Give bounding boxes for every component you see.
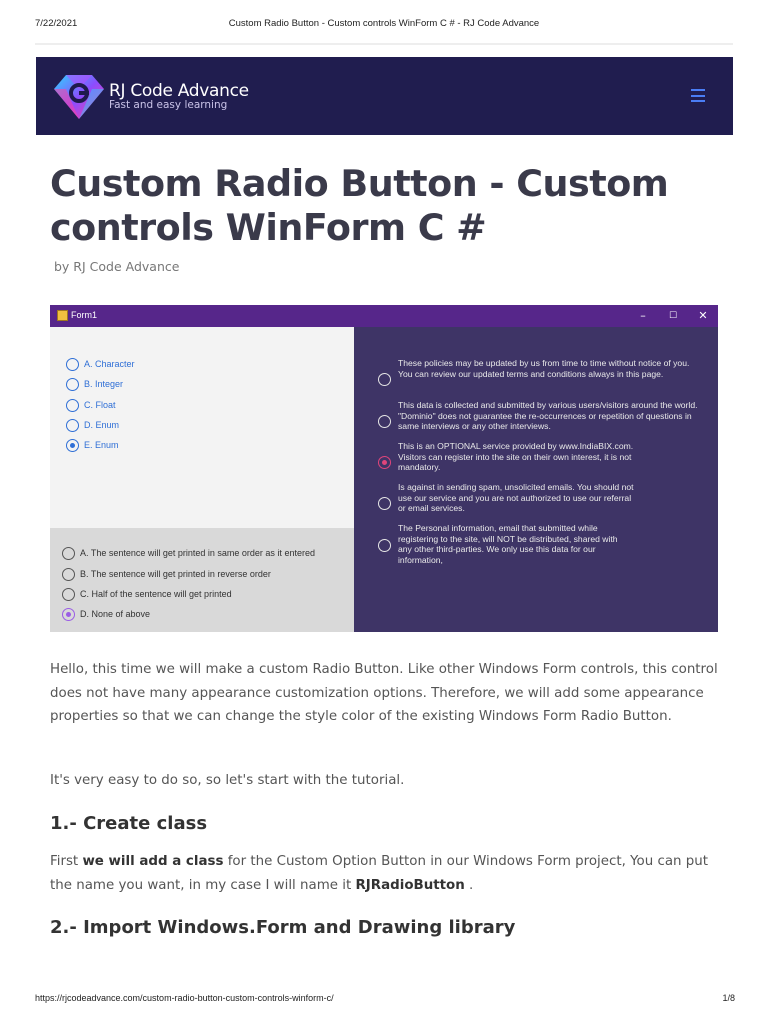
header-divider: [35, 43, 733, 45]
page-url: https://rjcodeadvance.com/custom-radio-button-custom-controls-winform-c/: [35, 993, 334, 1003]
radio-label[interactable]: The Personal information, email that submitted while registering to the site, will NOT be distributed, shared with any other third-parties. We only use this data for our information,: [398, 523, 618, 565]
window-titlebar: [50, 305, 718, 327]
print-title: Custom Radio Button - Custom controls WinForm C # - RJ Code Advance: [228, 18, 540, 29]
radio-button[interactable]: [378, 497, 391, 510]
paragraph: It's very easy to do so, so let's start with the tutorial.: [50, 773, 405, 788]
form-icon: [57, 310, 68, 321]
brand-tagline: Fast and easy learning: [109, 99, 228, 111]
text-span: .: [464, 877, 474, 893]
radio-button-checked[interactable]: [378, 456, 391, 469]
minimize-button[interactable]: –: [640, 309, 646, 322]
radio-button[interactable]: [66, 399, 79, 412]
intro-paragraph: Hello, this time we will make a custom Radio Button. Like other Windows Form controls, this control does not have many appearance customization options. Therefore, we will add some appearance properties so that we can change the style color of the existing Windows Form Radio Button.: [50, 662, 718, 724]
radio-button[interactable]: [66, 358, 79, 371]
brand-name[interactable]: RJ Code Advance: [109, 81, 249, 101]
section-heading: 1.- Create class: [50, 813, 208, 834]
radio-label[interactable]: This is an OPTIONAL service provided by www.IndiaBIX.com. Visitors can register into the site on their own interest, it is not mandatory.: [398, 441, 634, 472]
create-class-paragraph: [50, 850, 718, 897]
radio-group-3: [354, 327, 718, 632]
radio-button[interactable]: [66, 419, 79, 432]
radio-button[interactable]: [62, 568, 75, 581]
radio-label[interactable]: A. Character: [84, 359, 135, 369]
radio-button-checked[interactable]: [62, 608, 75, 621]
text-span: First: [50, 854, 83, 869]
diamond-logo-icon[interactable]: [52, 69, 106, 123]
radio-button[interactable]: [62, 588, 75, 601]
radio-label[interactable]: B. Integer: [84, 379, 124, 389]
radio-group-1: [50, 327, 354, 528]
hamburger-menu-icon[interactable]: [691, 89, 705, 102]
radio-group-2: [50, 528, 354, 632]
radio-label[interactable]: D. None of above: [80, 609, 151, 619]
article-figure: [50, 305, 718, 632]
radio-label[interactable]: B. The sentence will get printed in reverse order: [80, 569, 271, 579]
section-heading: 2.- Import Windows.Form and Drawing library: [50, 917, 516, 938]
bold-text: RJRadioButton: [355, 877, 465, 893]
bold-text: we will add a class: [82, 854, 224, 869]
window-title: Form1: [71, 310, 98, 320]
radio-label[interactable]: D. Enum: [84, 420, 120, 430]
radio-button-checked[interactable]: [66, 439, 79, 452]
radio-button[interactable]: [378, 373, 391, 386]
page-number: 1/8: [722, 993, 735, 1003]
radio-label[interactable]: Is against in sending spam, unsolicited emails. You should not use our service and you are not authorized to use our referral or email services.: [398, 482, 634, 513]
maximize-button[interactable]: ☐: [668, 311, 678, 321]
radio-button[interactable]: [378, 415, 391, 428]
radio-label[interactable]: E. Enum: [84, 440, 119, 450]
radio-button[interactable]: [62, 547, 75, 560]
radio-label[interactable]: This data is collected and submitted by various users/visitors around the world. "Dominio" does not guarantee the re-occurrences or repetition of questions in same interviews or any other interviews.: [398, 400, 698, 431]
radio-label[interactable]: These policies may be updated by us from time to time without notice of you. You can review our updated terms and conditions always in this page.: [398, 358, 690, 379]
page-title: Custom Radio Button - Custom controls WinForm C #: [50, 162, 669, 249]
radio-label[interactable]: A. The sentence will get printed in same order as it entered: [80, 548, 315, 558]
radio-button[interactable]: [378, 539, 391, 552]
print-date: 7/22/2021: [35, 18, 78, 29]
radio-label[interactable]: C. Half of the sentence will get printed: [80, 589, 232, 599]
radio-button[interactable]: [66, 378, 79, 391]
radio-label[interactable]: C. Float: [84, 400, 116, 410]
close-button[interactable]: ✕: [698, 309, 708, 322]
site-header: [36, 57, 733, 135]
text-span: for the Custom Option Button in our Windows Form project, You can put the name you want, in my case I will name it: [50, 854, 709, 893]
byline: by RJ Code Advance: [54, 259, 180, 274]
print-header: [0, 18, 768, 32]
